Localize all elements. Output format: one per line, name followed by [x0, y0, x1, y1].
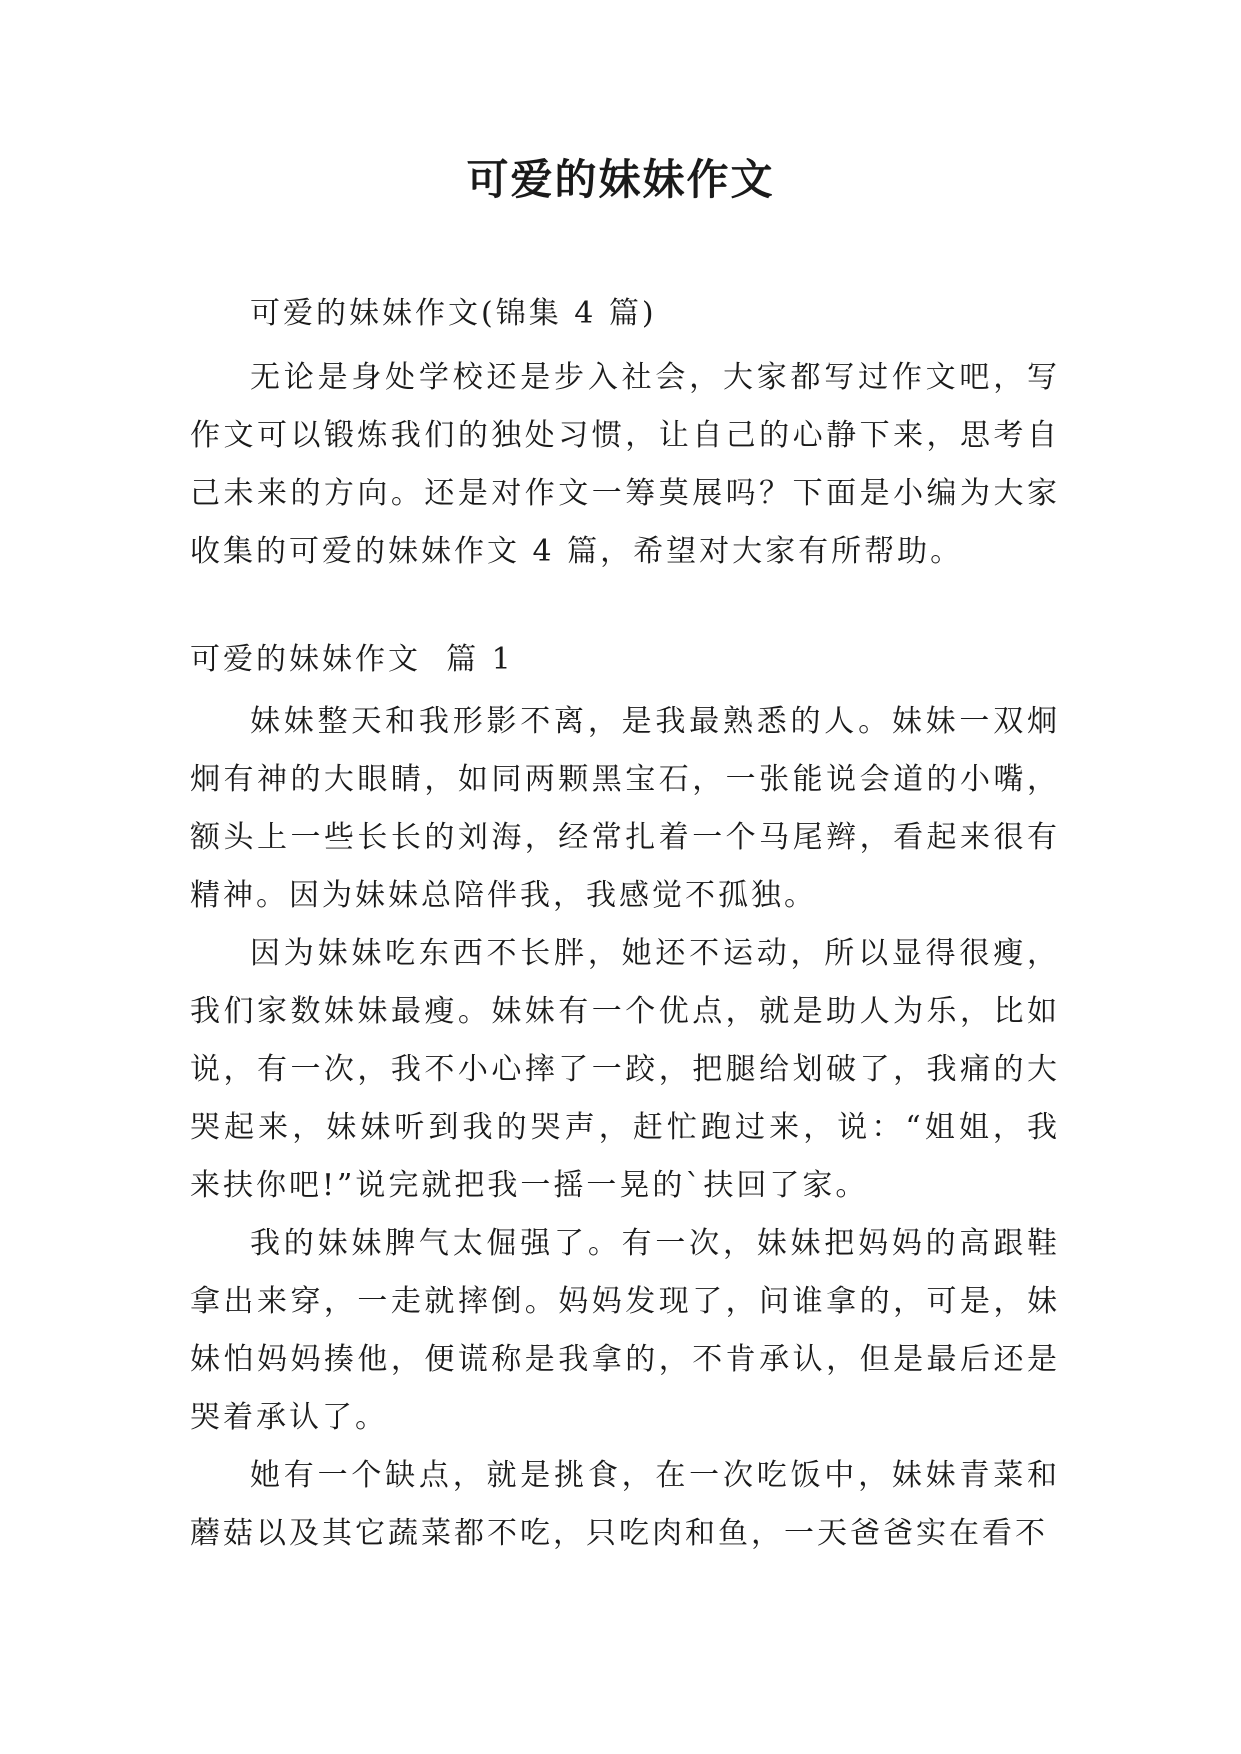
document-subtitle: 可爱的妹妹作文(锦集 4 篇)	[250, 296, 657, 331]
body-paragraph: 她有一个缺点，就是挑食，在一次吃饭中，妹妹青菜和蘑菇以及其它蔬菜都不吃，只吃肉和鱼，一天爸爸实在看不	[190, 1458, 1060, 1551]
body-paragraph: 妹妹整天和我形影不离，是我最熟悉的人。妹妹一双炯炯有神的大眼睛，如同两颗黑宝石，一张能说会道的小嘴，额头上一些长长的刘海，经常扎着一个马尾辫，看起来很有精神。因为妹妹总陪伴我，我感觉不孤独。	[190, 704, 1060, 913]
body-paragraph: 因为妹妹吃东西不长胖，她还不运动，所以显得很瘦，我们家数妹妹最瘦。妹妹有一个优点，就是助人为乐，比如说，有一次，我不小心摔了一跤，把腿给划破了，我痛的大哭起来，妹妹听到我的哭声，赶忙跑过来，说：“姐姐，我来扶你吧!”说完就把我一摇一晃的`扶回了家。	[190, 936, 1060, 1203]
intro-paragraph: 无论是身处学校还是步入社会，大家都写过作文吧，写作文可以锻炼我们的独处习惯，让自己的心静下来，思考自己未来的方向。还是对作文一筹莫展吗？下面是小编为大家收集的可爱的妹妹作文 4 篇，希望对大家有所帮助。	[190, 360, 1060, 569]
document-title: 可爱的妹妹作文	[466, 155, 775, 204]
body-paragraph: 我的妹妹脾气太倔强了。有一次，妹妹把妈妈的高跟鞋拿出来穿，一走就摔倒。妈妈发现了，问谁拿的，可是，妹妹怕妈妈揍他，便谎称是我拿的，不肯承认，但是最后还是哭着承认了。	[190, 1226, 1060, 1435]
document-body	[190, 285, 1060, 1563]
section-heading: 可爱的妹妹作文 篇 1	[190, 642, 514, 677]
